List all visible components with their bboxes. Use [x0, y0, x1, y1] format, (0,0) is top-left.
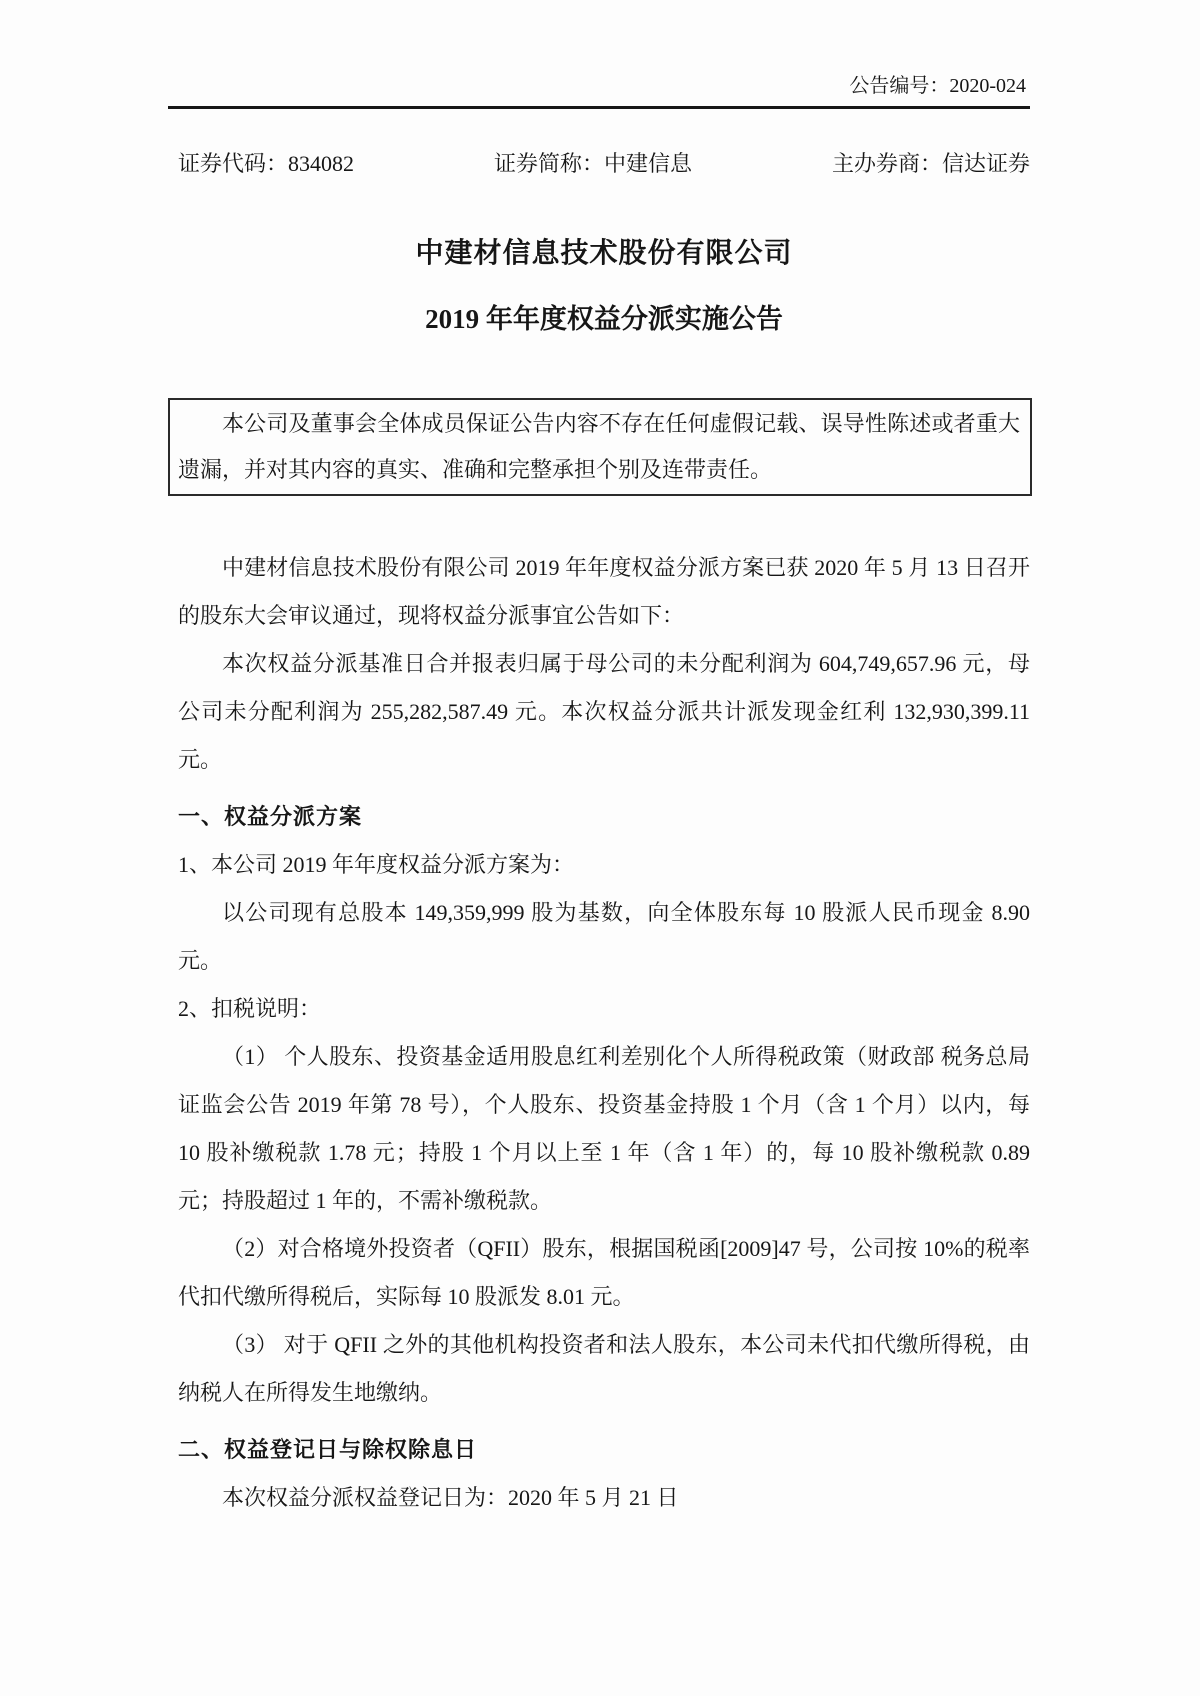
paragraph: （3） 对于 QFII 之外的其他机构投资者和法人股东，本公司未代扣代缴所得税，由纳税人在所得发生地缴纳。: [178, 1332, 1030, 1405]
paragraph: 中建材信息技术股份有限公司 2019 年年度权益分派方案已获 2020 年 5 月 13 日召开的股东大会审议通过，现将权益分派事宜公告如下：: [178, 555, 1030, 628]
paragraph: 2、扣税说明：: [178, 996, 322, 1021]
stock-code: 证券代码：834082: [178, 151, 355, 176]
disclaimer-text: 本公司及董事会全体成员保证公告内容不存在任何虚假记载、误导性陈述或者重大遗漏，并对其内容的真实、准确和完整承担个别及连带责任。: [178, 411, 1020, 482]
securities-info-row: [178, 151, 1030, 177]
document-title: 中建材信息技术股份有限公司: [415, 238, 793, 269]
document-subtitle: 2019 年年度权益分派实施公告: [425, 304, 783, 334]
paragraph: 本次权益分派权益登记日为：2020 年 5 月 21 日: [222, 1485, 679, 1510]
header-divider: [168, 106, 1030, 109]
document-body: [178, 544, 1030, 1522]
paragraph: 1、本公司 2019 年年度权益分派方案为：: [178, 852, 575, 877]
disclaimer-box: [168, 398, 1032, 496]
paragraph: （2）对合格境外投资者（QFII）股东，根据国税函[2009]47 号，公司按 10%的税率代扣代缴所得税后，实际每 10 股派发 8.01 元。: [178, 1236, 1030, 1309]
stock-short-name: 证券简称：中建信息: [493, 151, 692, 176]
sponsor-broker: 主办券商：信达证券: [831, 151, 1030, 176]
paragraph: 以公司现有总股本 149,359,999 股为基数，向全体股东每 10 股派人民币现金 8.90 元。: [178, 900, 1030, 973]
section-heading: 一、权益分派方案: [178, 804, 363, 829]
paragraph: 本次权益分派基准日合并报表归属于母公司的未分配利润为 604,749,657.96 元，母公司未分配利润为 255,282,587.49 元。本次权益分派共计派发现金红利 132,930,399.11 元。: [178, 651, 1030, 772]
announcement-number: 公告编号：2020-024: [849, 75, 1026, 97]
paragraph: （1） 个人股东、投资基金适用股息红利差别化个人所得税政策（财政部 税务总局 证监会公告 2019 年第 78 号），个人股东、投资基金持股 1 个月（含 1 个月）以内，每 10 股补缴税款 1.78 元；持股 1 个月以上至 1 年（含 1 年）的，每 10 股补缴税款 0.89 元；持股超过 1 年的，不需补缴税款。: [178, 1044, 1030, 1213]
document-content: [178, 0, 1030, 1522]
section-heading: 二、权益登记日与除权除息日: [178, 1437, 478, 1462]
